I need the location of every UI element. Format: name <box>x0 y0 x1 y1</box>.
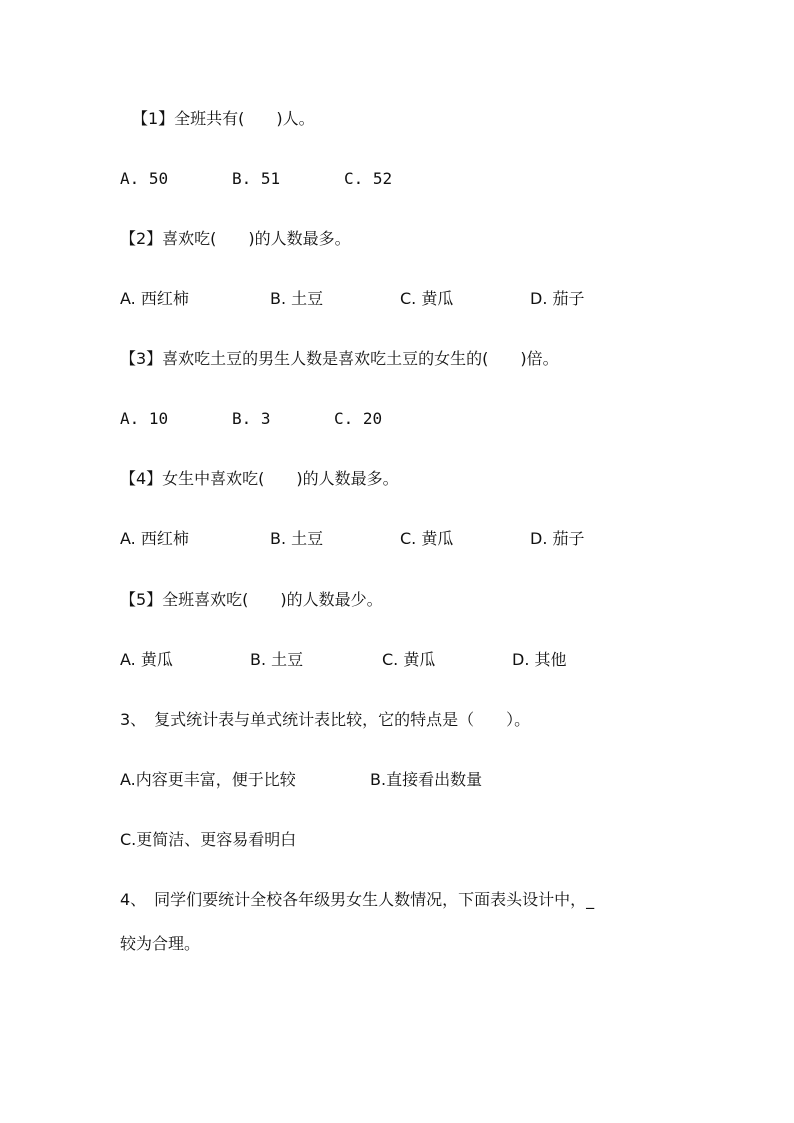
question-5-option-d: D. 其他 <box>512 650 567 669</box>
question-5-option-a: A. 黄瓜 <box>120 650 173 669</box>
main-question-4-stem-line-2: 较为合理。 <box>120 934 201 953</box>
main-question-3-option-c: C.更简洁、更容易看明白 <box>120 830 297 849</box>
question-2-option-d: D. 茄子 <box>530 289 585 308</box>
question-4-option-d: D. 茄子 <box>530 529 585 548</box>
question-3-option-b: B. 3 <box>232 409 271 428</box>
main-question-4-stem-line-1: 4、 同学们要统计全校各年级男女生人数情况，下面表头设计中，_ <box>120 890 595 909</box>
question-4-option-c: C. 黄瓜 <box>400 529 454 548</box>
question-2-stem: 【2】喜欢吃( )的人数最多。 <box>120 229 351 248</box>
question-2-option-c: C. 黄瓜 <box>400 289 454 308</box>
question-5-stem: 【5】全班喜欢吃( )的人数最少。 <box>120 590 383 609</box>
question-3-stem: 【3】喜欢吃土豆的男生人数是喜欢吃土豆的女生的( )倍。 <box>120 349 559 368</box>
question-4-option-b: B. 土豆 <box>270 529 324 548</box>
question-4-stem: 【4】女生中喜欢吃( )的人数最多。 <box>120 469 399 488</box>
question-5-option-b: B. 土豆 <box>250 650 304 669</box>
question-2-option-b: B. 土豆 <box>270 289 324 308</box>
main-question-3-stem: 3、 复式统计表与单式统计表比较，它的特点是（ ）。 <box>120 710 531 729</box>
main-question-3-option-b: B.直接看出数量 <box>370 770 483 789</box>
question-4-option-a: A. 西红柿 <box>120 529 189 548</box>
question-1-option-c: C. 52 <box>344 169 393 188</box>
question-1-stem: 【1】全班共有( )人。 <box>132 109 315 128</box>
question-1-option-b: B. 51 <box>232 169 281 188</box>
question-1-option-a: A. 50 <box>120 169 169 188</box>
question-2-option-a: A. 西红柿 <box>120 289 189 308</box>
question-5-option-c: C. 黄瓜 <box>382 650 436 669</box>
question-3-option-c: C. 20 <box>334 409 383 428</box>
main-question-3-option-a: A.内容更丰富，便于比较 <box>120 770 296 789</box>
question-3-option-a: A. 10 <box>120 409 169 428</box>
